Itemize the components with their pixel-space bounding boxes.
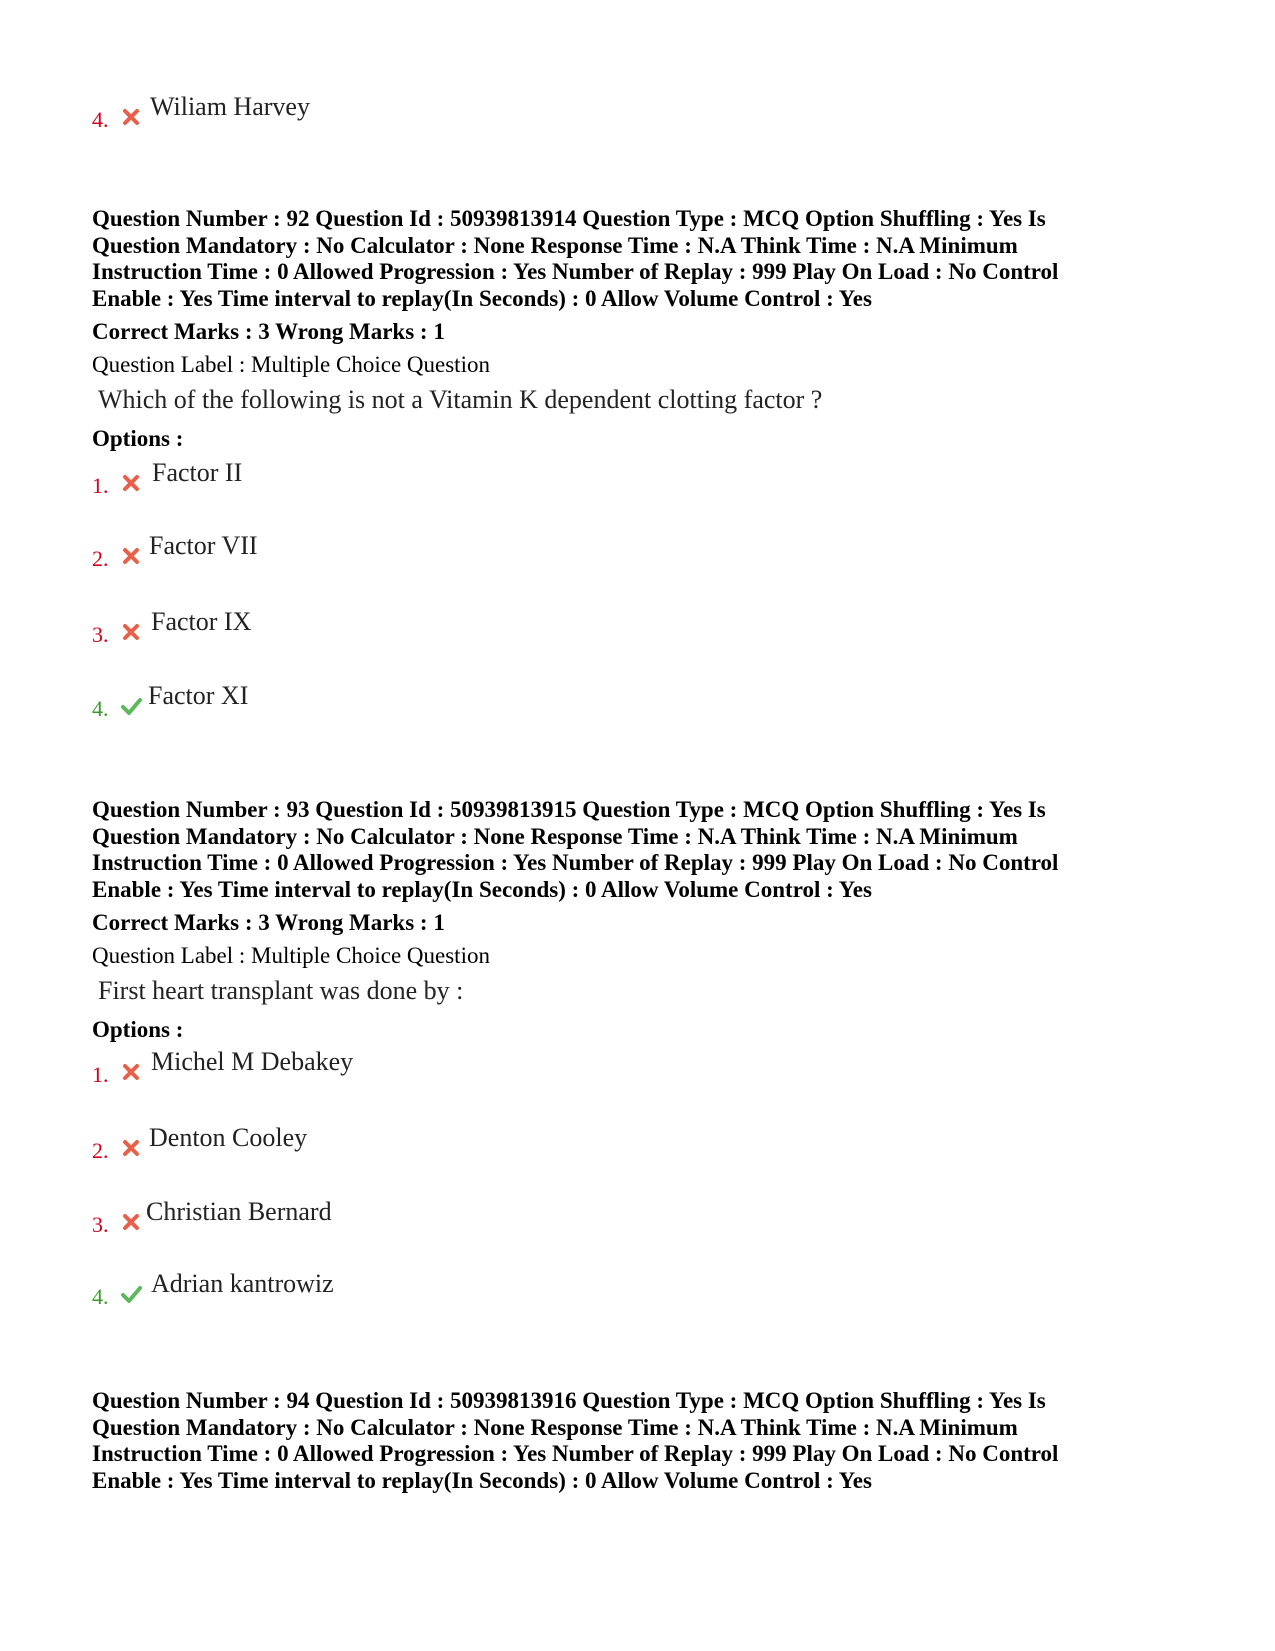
option-text: Michel M Debakey [151,1047,354,1076]
option-number: 1. [92,473,109,498]
meta-line: Enable : Yes Time interval to replay(In Seconds) : 0 Allow Volume Control : Yes [92,876,872,902]
option-number: 4. [92,107,109,132]
question-meta [92,1388,1202,1494]
meta-line: Enable : Yes Time interval to replay(In Seconds) : 0 Allow Volume Control : Yes [92,1467,872,1493]
question-label: Question Label : Multiple Choice Question [92,352,490,377]
question-meta [92,206,1202,312]
question-label: Question Label : Multiple Choice Question [92,943,490,968]
meta-line: Question Number : 93 Question Id : 50939813915 Question Type : MCQ Option Shuffling : Yes Is [92,797,1046,822]
cross-icon [120,1137,142,1159]
question-marks: Correct Marks : 3 Wrong Marks : 1 [92,319,445,344]
options-heading: Options : [92,426,184,451]
check-icon [120,695,142,717]
meta-line: Instruction Time : 0 Allowed Progression : Yes Number of Replay : 999 Play On Load : No Control [92,259,1059,284]
option-text: Adrian kantrowiz [151,1269,334,1298]
meta-line: Question Number : 94 Question Id : 50939813916 Question Type : MCQ Option Shuffling : Yes Is [92,1388,1046,1413]
option-text: Wiliam Harvey [150,92,310,121]
option-number: 1. [92,1062,109,1087]
cross-icon [120,472,142,494]
option-text: Factor VII [149,531,258,560]
question-meta [92,797,1202,903]
option-number: 4. [92,696,109,721]
question-text: Which of the following is not a Vitamin K dependent clotting factor ? [98,385,823,414]
meta-line: Instruction Time : 0 Allowed Progression : Yes Number of Replay : 999 Play On Load : No Control [92,1441,1059,1466]
option-text: Factor II [152,458,243,487]
meta-line: Question Mandatory : No Calculator : None Response Time : N.A Think Time : N.A Minimum [92,232,1018,258]
cross-icon [120,1211,142,1233]
meta-line: Instruction Time : 0 Allowed Progression : Yes Number of Replay : 999 Play On Load : No Control [92,850,1059,875]
cross-icon [120,106,142,128]
option-number: 2. [92,546,109,571]
question-marks: Correct Marks : 3 Wrong Marks : 1 [92,910,445,935]
option-text: Factor XI [148,681,249,710]
cross-icon [120,621,142,643]
option-text: Factor IX [151,607,252,636]
option-number: 3. [92,1212,109,1237]
option-number: 4. [92,1284,109,1309]
option-text: Christian Bernard [146,1197,332,1226]
meta-line: Question Mandatory : No Calculator : None Response Time : N.A Think Time : N.A Minimum [92,823,1018,849]
options-heading: Options : [92,1017,184,1042]
cross-icon [120,1061,142,1083]
check-icon [120,1283,142,1305]
meta-line: Question Mandatory : No Calculator : None Response Time : N.A Think Time : N.A Minimum [92,1414,1018,1440]
meta-line: Question Number : 92 Question Id : 50939813914 Question Type : MCQ Option Shuffling : Yes Is [92,206,1046,231]
option-text: Denton Cooley [149,1123,308,1152]
cross-icon [120,545,142,567]
question-text: First heart transplant was done by : [98,976,464,1005]
meta-line: Enable : Yes Time interval to replay(In Seconds) : 0 Allow Volume Control : Yes [92,285,872,311]
option-number: 2. [92,1138,109,1163]
option-number: 3. [92,622,109,647]
